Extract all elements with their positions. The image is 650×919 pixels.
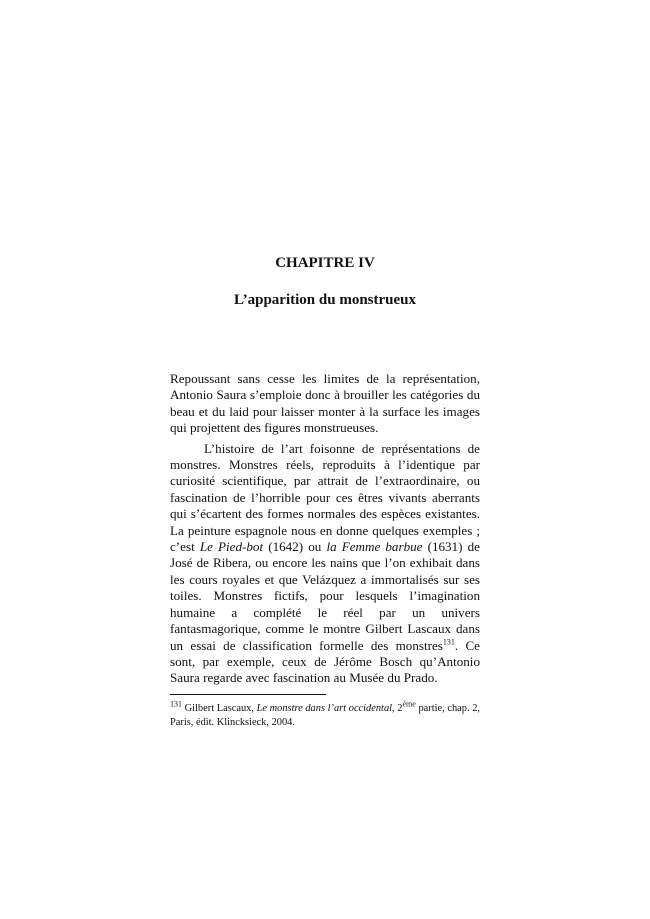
paragraph-2-text-c: (1631) de José de Ribera, ou encore les nains que l’on exhibait dans les cours royales et que Velázquez a immortalisés sur ses toiles. Monstres fictifs, pour lesquels l’imagination humaine a complété le réel par un univers fantasmagorique, comme le montre Gilbert Lascaux dans un essai de classification formelle des monstres xyxy=(170,539,480,653)
paragraph-1: Repoussant sans cesse les limites de la représentation, Antonio Saura s’emploie donc à brouiller les catégories du beau et du laid pour laisser monter à la surface les images qui projettent des figures monstrueuses. xyxy=(170,371,480,436)
footnote-book-title: Le monstre dans l’art occidental xyxy=(256,703,393,714)
footnote-reference[interactable]: 131 xyxy=(442,637,455,647)
footnote-rest: partie, chap. 2, Paris, édit. Klincksieck, 2004. xyxy=(170,703,480,728)
body-text xyxy=(170,371,480,687)
chapter-title: CHAPITRE IV xyxy=(275,255,375,271)
footnote-number: 131 xyxy=(170,699,182,709)
footnote-author: Gilbert Lascaux, xyxy=(184,703,257,714)
artwork-title-femme-barbue: la Femme barbue xyxy=(326,539,423,555)
footnote-part-number: , 2 xyxy=(392,703,403,714)
paragraph-2-text-d: . Ce sont, par exemple, ceux de Jérôme Bosch qu’Antonio Saura regarde avec fascination au Musée du Prado. xyxy=(170,637,480,686)
paragraph-2-text-a: L’histoire de l’art foisonne de représentations de monstres. Monstres réels, reproduits à l’identique par curiosité scientifique, par attrait de l’extraordinaire, ou fascination de l’horrible pour ces êtres vivants aberrants qui s’écartent des formes normales des espèces existantes. La peinture espagnole nous en donne quelques exemples ; c’est xyxy=(170,440,480,555)
footnote-separator xyxy=(170,694,326,695)
artwork-title-pied-bot: Le Pied-bot xyxy=(199,539,264,555)
footnote xyxy=(170,699,480,729)
paragraph-2 xyxy=(170,441,480,687)
chapter-subtitle: L’apparition du monstrueux xyxy=(234,292,416,308)
paragraph-2-text-b: (1642) ou xyxy=(263,539,327,555)
footnote-part-suffix: ème xyxy=(402,699,416,709)
